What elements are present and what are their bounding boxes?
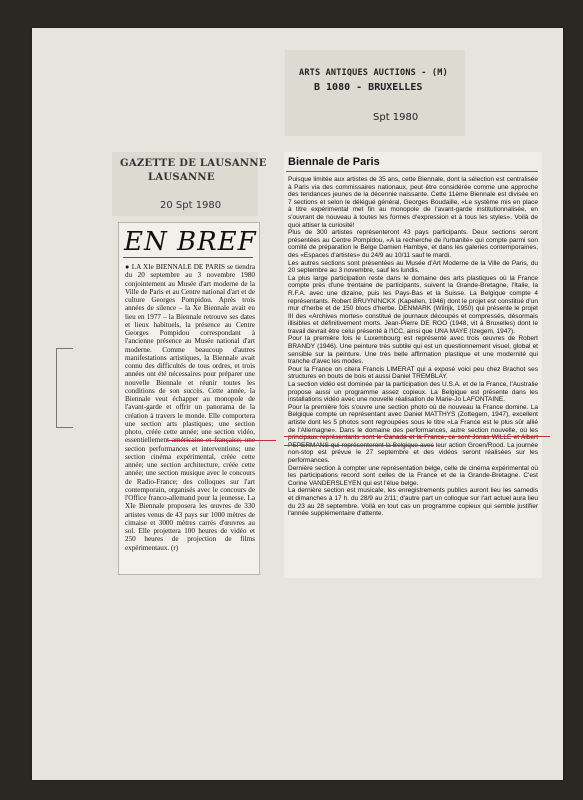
article-body xyxy=(288,176,538,518)
article-paragraph: Pour la première fois le Luxembourg est représenté avec trois œuvres de Robert BRANDY (1946). Une peinture très subtile qui est un questionnement visuel, global et sensible sur la peinture. Une très belle affirmation plastique et une modernité qui tranche d'avec les modes. xyxy=(288,335,538,366)
article-title: Biennale de Paris xyxy=(288,156,380,168)
gazette-name: GAZETTE DE LAUSANNE xyxy=(120,158,267,169)
stamp-location: B 1080 - BRUXELLES xyxy=(314,82,423,93)
article-title-rule xyxy=(286,171,538,172)
en-bref-rule xyxy=(123,257,253,258)
gazette-masthead xyxy=(112,152,267,216)
red-underline-left xyxy=(168,440,276,441)
article-paragraph: Les autres sections sont présentées au Musée d'Art Moderne de la Ville de Paris, du 20 septembre au 3 novembre, sauf les lundis. xyxy=(288,259,538,275)
press-agency-stamp xyxy=(285,50,465,136)
en-bref-clipping xyxy=(118,222,260,575)
red-underline-right-2 xyxy=(284,445,434,446)
article-paragraph: Puisque limitée aux artistes de 35 ans, cette Biennale, dont la sélection est centralisée à Paris via des commissaires nationaux, peut être considérée comme une approche des tendances jeunes de la décennie naissante. Cette 11ème Biennale est divisée en 7 sections et selon le délégué général, Georges Boudaille, «Le système mis en place à titre expérimental met fin au monopole de l'avant-garde institutionnalisée, en s'ouvrant de nouveau à toutes les formes d'expression et à tous les styles». Voilà de quoi attiser la curiosité! xyxy=(288,176,538,229)
en-bref-title: EN BREF xyxy=(124,227,257,257)
article-paragraph: La section vidéo est dominée par la participation des U.S.A. et de la France, l'Australie propose aussi un programme assez copieux. La Belgique est présente dans les installations vidéo avec une nouvelle réalisation de Marie-Jo LAFONTAINE. xyxy=(288,381,538,404)
article-paragraph: Plus de 300 artistes représenteront 43 pays participants. Deux sections seront présentées au Centre Pompidou, «A la recherche de l'urbanité» qui compte parmi son comité de préparation le Belge Damien Hambye, et dans les galeries contemporaines, des «Espaces d'artistes» du 24/9 au 10/11 sauf le mardi. xyxy=(288,229,538,259)
en-bref-text: ● LA XIe BIENNALE DE PARIS se tiendra du 20 septembre au 3 novembre 1980 conjointement au Musée d'art moderne de la Ville de Paris et au Centre national d'art et de culture Georges Pompidou. Après trois années de silence – la Xe Biennale avait eu lieu en 1977 – la Biennale retrouve ses dates et lieux habituels, la présence au Centre Georges Pompidou correspondant à l'ancienne présence au Musée national d'art moderne. Comme beaucoup d'autres manifestations artistiques, la Biennale avait connu des difficultés de tous ordres, et trois années ont été nécessaires pour préparer une nouvelle Biennale et réunir toutes les conditions de son succès. Cette année, la Biennale veut échapper au monopole de l'avant-garde et offrir un panorama de la création à travers le monde. Elle comportera une section arts plastiques; une section photo, créée cette année; une section vidéo, essentiellement américaine et française; une section performances et interventions; une section cinéma expérimental, créée cette année; une section architecture, créée cette année; une section musique avec le concours de Radio-France; des colloques sur l'art contemporain, organisés avec le concours de l'Office franco-allemand pour la jeunesse. La XIe Biennale proposera les œuvres de 330 artistes venus de 43 pays sur 1000 mètres de cimaise et 3000 mètres carrés d'œuvres au sol. Elle projettera 100 heures de vidéo et 250 heures de projection de films expérimentaux. (r) xyxy=(125,263,255,552)
article-paragraph: Pour la France on citera Francis LIMERAT qui a exposé voici peu chez Brachot ses structures en bouts de bois et aussi Daniel TREMBLAY. xyxy=(288,365,538,381)
gazette-date: 20 Spt 1980 xyxy=(160,200,222,211)
red-underline-right xyxy=(284,436,550,437)
article-paragraph: La plus large participation reste dans le domaine des arts plastiques où la France compte près d'une trentaine de participants, suivent la Grande-Bretagne, l'Italie, la R.F.A. avec une dizaine, puis les Pays-Bas et la Suisse. La Belgique compte 4 représentants. Robert BRUYNINCKX (Kapellen, 1946) dont le projet est constitué d'un mur d'herbe et de 150 blocs d'herbe. DENMARK (Wilrijk, 1950) qui présente le projet III des «Archives mortes» constitué de journaux découpés et compressés, désormais illisibles et définitivement morts. Jean-Pierre DE ROO (1948, vit à Bruxelles) dont le travail devrait être celui présenté à l'ICC, ainsi que UNA MAYE (Izegem, 1947). xyxy=(288,274,538,335)
article-paragraph: Pour la première fois s'ouvre une section photo où de nouveau la France domine. La Belgique compte un représentant avec Daniel MATTHYS (Zottegem, 1947), excellent artiste dont les 5 photos sont regroupées sous le titre «La France est le plus sûr allié de l'Allemagne». Dans le domaine des performances, autre section nouvelle, où les principaux représentants sont le Canada et la France, ce sont Jonas WILLE et Albert PEPERMANS qui représenteront la Belgique avec leur action Groen/Rood. La journée non-stop est prévue le 27 septembre et des vidéos seront réalisées sur les performances. xyxy=(288,403,538,464)
article-paragraph: La dernière section est musicale, les enregistrements publics auront lieu les samedis et dimanches à 17 h. du 28/9 au 2/11; d'autre part un colloque sur l'art actuel aura lieu du 23 au 28 septembre. Voilà en tout cas un programme copieux qui semble justifier l'année supplémentaire d'attente. xyxy=(288,487,538,518)
biennale-article-clipping xyxy=(284,152,542,578)
article-paragraph: Dernière section à compter une représentation belge, celle de cinéma expérimental où les participations record sont celles de la France et de la Grande-Bretagne. C'est Corine VANDERSLEYEN qui est l'élue belge. xyxy=(288,464,538,487)
stamp-date: Spt 1980 xyxy=(373,112,419,123)
stamp-agency-name: ARTS ANTIQUES AUCTIONS - (M) xyxy=(299,68,448,78)
gazette-city: LAUSANNE xyxy=(148,172,215,183)
margin-bracket xyxy=(56,348,73,428)
